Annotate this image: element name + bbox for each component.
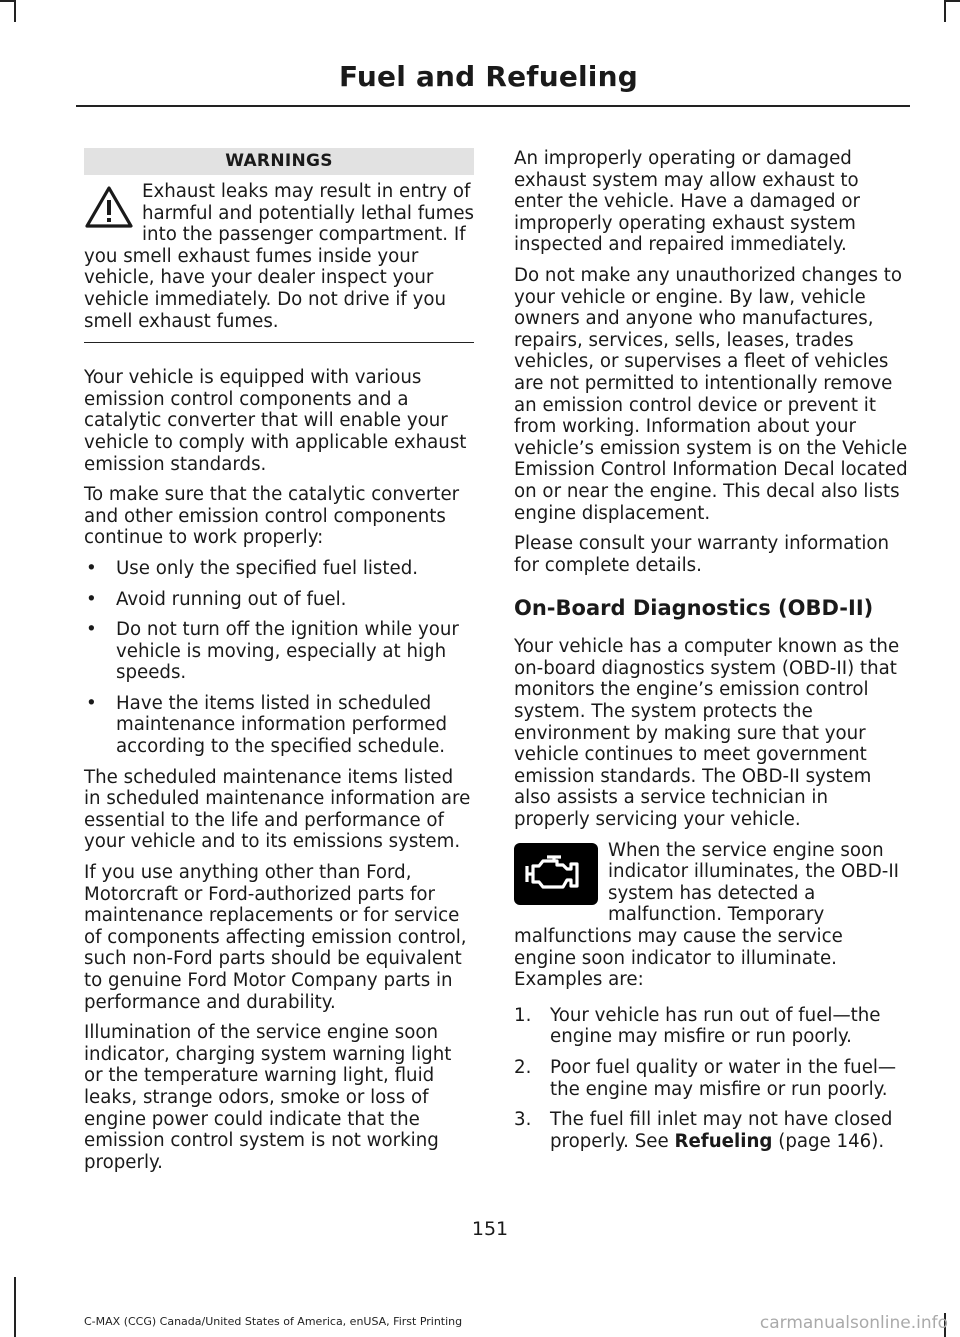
page-title: Fuel and Refueling — [338, 60, 638, 93]
bullet-icon: • — [86, 619, 97, 641]
crop-mark — [944, 0, 946, 22]
header-divider — [76, 105, 910, 107]
page-number: 151 — [471, 1218, 509, 1240]
section-heading: On-Board Diagnostics (OBD-II) — [514, 596, 874, 621]
paragraph: When the service engine soon indicator illuminates, the OBD-II system has detected a malfunction. Temporary malfunctions may cause the service engine soon indicator to illuminate. Examples are: — [514, 839, 900, 991]
paragraph: If you use anything other than Ford, Motorcraft or Ford-authorized parts for maintenance replacements or for service of components affecting emission control, such non-Ford parts should be equivalent to genuine Ford Motor Company parts in performance and durability. — [84, 862, 467, 1013]
paragraph: To make sure that the catalytic converter and other emission control components continue to work properly: — [84, 484, 460, 549]
bullet-icon: • — [86, 692, 97, 714]
crop-mark — [0, 0, 14, 2]
bullet-list — [84, 558, 474, 758]
footer-text: C-MAX (CCG) Canada/United States of America, enUSA, First Printing — [84, 1315, 463, 1328]
list-item: • Use only the specified fuel listed. — [86, 557, 419, 579]
list-item: 2. Poor fuel quality or water in the fuel—the engine may misfire or run poorly. — [514, 1056, 897, 1100]
list-item: 1. Your vehicle has run out of fuel—the engine may misfire or run poorly. — [514, 1004, 881, 1048]
watermark: carmanualsonline.info — [759, 1313, 948, 1333]
numbered-list — [514, 1005, 908, 1153]
warning-triangle-icon — [84, 185, 134, 229]
right-column — [514, 148, 908, 1161]
list-item: 3. The fuel fill inlet may not have closed properly. See Refueling (page 146). — [514, 1109, 893, 1152]
paragraph: An improperly operating or damaged exhaust system may allow exhaust to enter the vehicle. Have a damaged or improperly operating exhaust system inspected and repaired immediately. — [514, 148, 860, 256]
left-column — [84, 148, 474, 1182]
paragraph: The scheduled maintenance items listed in scheduled maintenance information are essential to the life and performance of your vehicle and to its emissions system. — [84, 766, 471, 853]
crop-mark — [946, 0, 960, 2]
engine-indicator-paragraph — [514, 840, 908, 991]
refueling-link[interactable]: Refueling — [674, 1130, 773, 1152]
paragraph: Your vehicle has a computer known as the on-board diagnostics system (OBD-II) that monitors the engine’s emission control system. The system protects the environment by making sure that your vehicle continues to meet government emission standards. The OBD-II system also assists a service technician in properly servicing your vehicle. — [514, 636, 900, 831]
bullet-icon: • — [86, 588, 97, 610]
paragraph: Please consult your warranty information for complete details. — [514, 533, 890, 576]
bullet-icon: • — [86, 557, 97, 579]
crop-mark — [14, 0, 16, 22]
warning-heading: WARNINGS — [84, 148, 474, 175]
warning-text: Exhaust leaks may result in entry of harmful and potentially lethal fumes into the passenger compartment. If you smell exhaust fumes inside your vehicle, have your dealer inspect your vehicle immediately. Do not drive if you smell exhaust fumes. — [84, 181, 475, 332]
list-item: • Have the items listed in scheduled maintenance information performed according to the specified schedule. — [86, 692, 448, 758]
paragraph: Your vehicle is equipped with various emission control components and a catalytic converter that will enable your vehicle to comply with applicable exhaust emission standards. — [84, 367, 467, 475]
crop-mark — [14, 1277, 16, 1337]
warning-box — [84, 175, 474, 343]
paragraph: Do not make any unauthorized changes to your vehicle or engine. By law, vehicle owners and anyone who manufactures, repairs, services, sells, leases, trades vehicles, or supervises a fleet of vehicles are not permitted to intentionally remove an emission control device or prevent it from working. Information about your vehicle’s emission system is on the Vehicle Emission Control Information Decal located on or near the engine. This decal also lists engine displacement. — [514, 264, 908, 524]
check-engine-icon — [514, 843, 598, 905]
list-item: • Avoid running out of fuel. — [86, 588, 347, 610]
paragraph: Illumination of the service engine soon indicator, charging system warning light or the temperature warning light, fluid leaks, strange odors, smoke or loss of engine power could indicate that the emission control system is not working properly. — [84, 1022, 452, 1173]
list-item: • Do not turn off the ignition while your vehicle is moving, especially at high speeds. — [86, 619, 459, 684]
